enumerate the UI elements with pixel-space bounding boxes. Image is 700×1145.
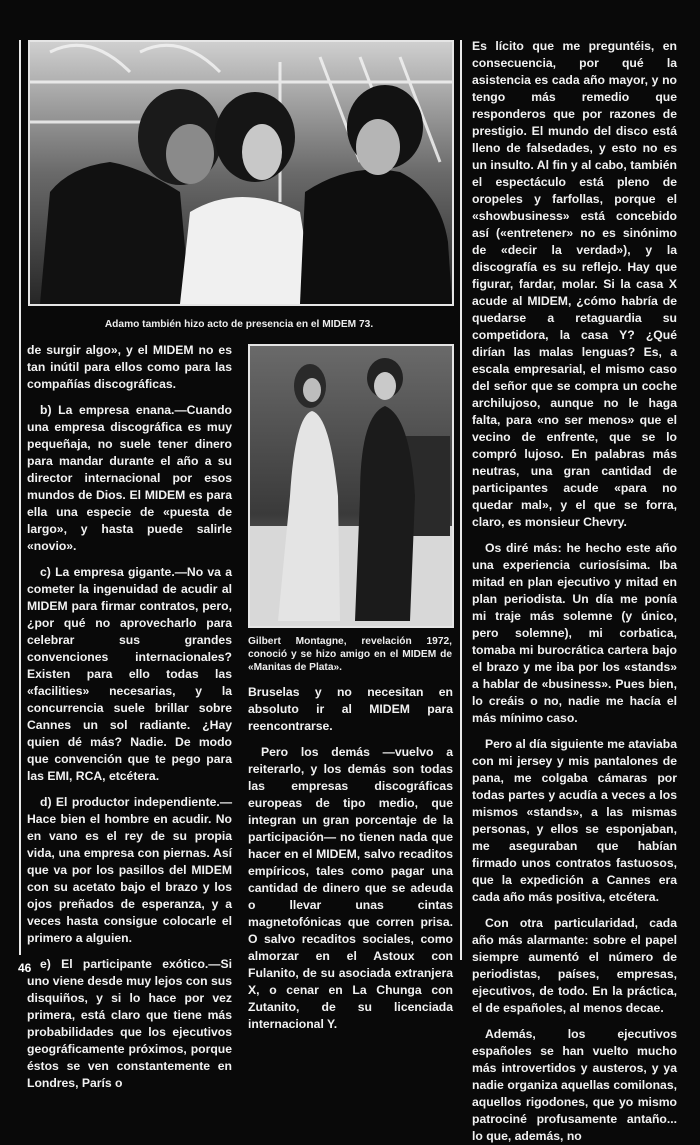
paragraph: c) La empresa gigante.—No va a cometer la ingenuidad de acudir al MIDEM para firmar contratos, pero, ¿por qué no aprovecharlo para celebrar sus grandes convenciones internacionales? Existen para ello todas las «facilities» necesarias, y la concurrencia suele brillar sobre Cannes un sol radiante. ¿Hay quien dé más? Nadie. De modo que convención que te pego para las EMI, RCA, etcétera. <box>27 565 232 783</box>
text-column-left <box>27 342 232 1090</box>
paragraph: Bruselas y no necesitan en absoluto ir al MIDEM para reencontrarse. <box>248 685 453 733</box>
photo-adamo-caption: Adamo también hizo acto de presencia en el MIDEM 73. <box>104 319 374 330</box>
left-margin-rule <box>19 40 21 955</box>
paragraph: d) El productor independiente.—Hace bien el hombre en acudir. No en vano es el rey de su propia vida, una empresa con piernas. Así que va por los pasillos del MIDEM con su acetato bajo el brazo y los ojos preñados de esperanza, y a veces hasta consigue colocarle el primero a alguien. <box>27 795 232 945</box>
photo-adamo <box>28 40 454 306</box>
paragraph: b) La empresa enana.—Cuando una empresa discográfica es muy pequeñaja, no suele tener dinero para mandar durante el año a su director internacional por esos mundos de Dios. El MIDEM es para ella una especie de «puesta de largo», y hasta puede salirle «novio». <box>27 403 232 553</box>
paragraph: de surgir algo», y el MIDEM no es tan inútil para ellos como para las compañías discográficas. <box>27 343 232 391</box>
paragraph: e) El participante exótico.—Si uno viene desde muy lejos con sus disquiños, y si lo hace por vez primera, está claro que tiene más probabilidades que los ejecutivos geográficamente próximos, porque éstos se ven constantemente en Londres, París o <box>27 957 232 1090</box>
paragraph: Es lícito que me preguntéis, en consecuencia, por qué la asistencia es cada año mayor, y no tengo más remedio que responderos que por razones de prestigio. El mundo del disco está lleno de falsedades, y esto no es un insulto. Al fin y al cabo, también el espectáculo está pleno de oropeles y farfollas, porque el «showbusiness» está concebido así («entretener» no es sinónimo de «decir la verdad»), y la discografía es su reflejo. Hay que figurar, fardar, molar. Si la casa X acude al MIDEM, ¿cómo habría de quedarse a retaguardia su competidora, la casa Y? ¿Qué dirían las malas lenguas? Es, a escala empresarial, el mismo caso del señor que se compra un coche archilujoso, aunque no le haga falta, para «no ser menos» que el vecino de enfrente, que se lo compró lujoso. En palabras más neutras, una gran cantidad de participantes acude «para no quedar mal», y el que se forra, claro, es monsieur Chevry. <box>472 39 677 529</box>
paragraph: Pero al día siguiente me ataviaba con mi jersey y mis pantalones de pana, me colgaba cámaras por todas partes y acudía a veces a los mismos «stands», a las mismas personas, y ellos se esponjaban, me aseguraban que habían firmado unos contratos fastuosos, que la expedición a Cannes era cada año más positiva, etcétera. <box>472 737 677 904</box>
column-divider <box>460 40 462 960</box>
paragraph: Además, los ejecutivos españoles se han vuelto mucho más introvertidos y austeros, y ya nadie organiza aquellas comilonas, aquellos rigodones, que yo mismo patrociné profusamente antaño... lo que, además, no <box>472 1027 677 1143</box>
text-column-right <box>472 38 677 1143</box>
paragraph: Os diré más: he hecho este año una experiencia curiosísima. Iba mitad en plan ejecutivo y mitad en plan periodista. Un día me ponía mi traje más solemne (y único, pero solemne), mi corbatica, tomaba mi burocrática cartera bajo el brazo y me iba por los «stands» a hablar de «business». Pues bien, lo creáis o no, nadie me hacía el más mínimo caso. <box>472 541 677 725</box>
text-column-middle <box>248 684 453 1031</box>
paragraph: Con otra particularidad, cada año más alarmante: sobre el papel siempre aumentó el número de periodistas, países, empresas, ejecutivos, de todo. En la práctica, el de españoles, al menos decae. <box>472 916 677 1015</box>
paragraph: Pero los demás —vuelvo a reiterarlo, y los demás son todas las empresas discográficas europeas de tipo medio, que integran un gran porcentaje de la participación— no tienen nada que hacer en el MIDEM, salvo recaditos empíricos, tales como pagar una cantidad de dinero que se adeuda o llevar unas cintas magnetofónicas que corren prisa. O salvo recaditos sociales, como almorzar en el Astoux con Fulanito, de su asociada extranjera X, o cenar en La Chunga con Zutanito, de su licenciada internacional Y. <box>248 745 453 1031</box>
page-number: 46 <box>18 961 32 975</box>
photo-gilbert-montagne <box>248 344 454 628</box>
photo-gilbert-caption: Gilbert Montagne, revelación 1972, conoció y se hizo amigo en el MIDEM de «Manitas de Plata». <box>248 636 452 673</box>
